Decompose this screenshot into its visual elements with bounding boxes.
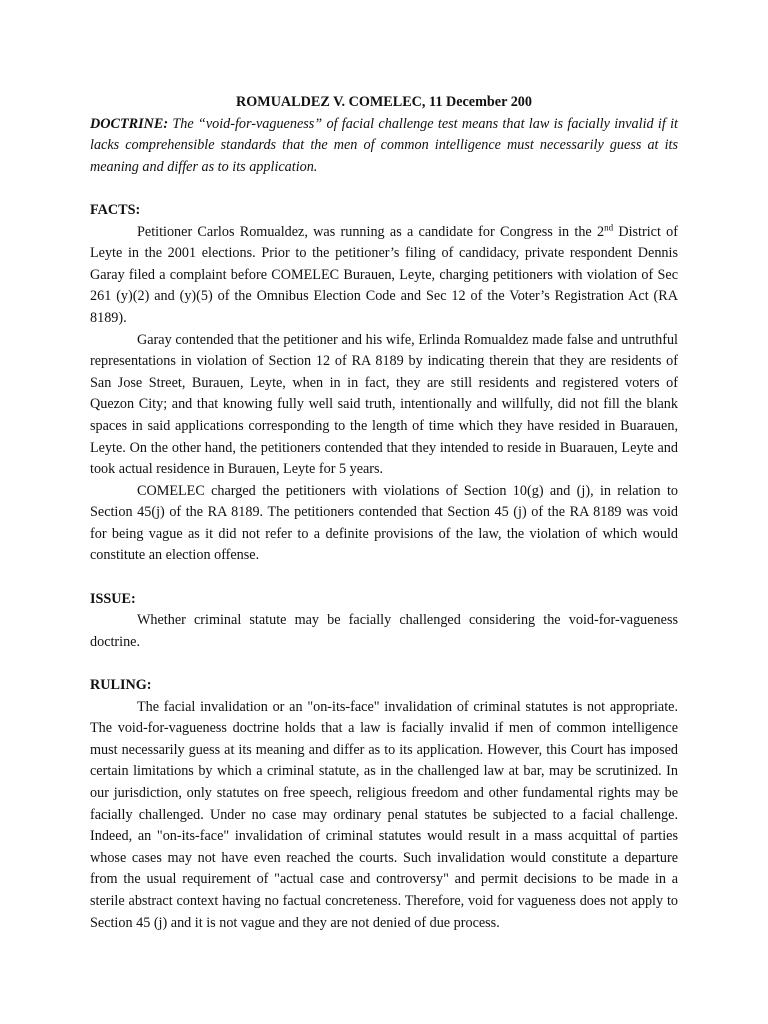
- facts-p1-superscript: nd: [604, 221, 614, 232]
- facts-paragraph-3: COMELEC charged the petitioners with violations of Section 10(g) and (j), in relation to Section 45(j) of the RA 8189. The petitioners contended that Section 45 (j) of the RA 8189 was void for being vague as it did not refer to a definite provisions of the law, the violation of which would constitute an election offense.: [90, 482, 678, 564]
- document-page: [90, 92, 678, 934]
- issue-heading: ISSUE:: [90, 590, 136, 607]
- doctrine-label: DOCTRINE:: [90, 115, 169, 132]
- facts-paragraph-1: [90, 222, 678, 330]
- facts-p1-text-a: Petitioner Carlos Romualdez, was running as a candidate for Congress in the 2: [137, 223, 605, 240]
- facts-paragraph-2: Garay contended that the petitioner and his wife, Erlinda Romualdez made false and untruthful representations in violation of Section 12 of RA 8189 by indicating therein that they are residents of San Jose Street, Burauen, Leyte, when in in fact, they are still residents and registered voters of Quezon City; and that knowing fully well said truth, intentionally and willfully, did not fill the blank spaces in said applications corresponding to the length of time which they have resided in Buarauen, Leyte. On the other hand, the petitioners contended that they intended to reside in Buarauen, Leyte and took actual residence in Burauen, Leyte for 5 years.: [90, 331, 678, 478]
- case-title: ROMUALDEZ V. COMELEC, 11 December 200: [236, 94, 532, 110]
- ruling-heading: RULING:: [90, 677, 152, 694]
- ruling-paragraph: The facial invalidation or an "on-its-face" invalidation of criminal statutes is not appropriate. The void-for-vagueness doctrine holds that a law is facially invalid if men of common intelligence must necessarily guess at its meaning and differ as to its application. However, this Court has imposed certain limitations by which a criminal statute, as in the challenged law at bar, may be scrutinized. In our jurisdiction, only statutes on free speech, religious freedom and other fundamental rights may be facially challenged. Under no case may ordinary penal statutes be subjected to a facial challenge. Indeed, an "on-its-face" invalidation of criminal statutes would result in a mass acquittal of parties whose cases may not have even reached the courts. Such invalidation would constitute a departure from the usual requirement of "actual case and controversy" and permit decisions to be made in a sterile abstract context having no factual concreteness. Therefore, void for vagueness does not apply to Section 45 (j) and it is not vague and they are not denied of due process.: [90, 698, 678, 931]
- doctrine-paragraph: [90, 114, 678, 179]
- facts-heading: FACTS:: [90, 201, 141, 218]
- doctrine-text: The “void-for-vagueness” of facial challenge test means that law is facially invalid if it lacks comprehensible standards that the men of common intelligence must necessarily guess at its meaning and differ as to its application.: [90, 115, 678, 175]
- facts-p1-text-b: District of Leyte in the 2001 elections. Prior to the petitioner’s filing of candidacy, private respondent Dennis Garay filed a complaint before COMELEC Burauen, Leyte, charging petitioners with violation of Sec 261 (y)(2) and (y)(5) of the Omnibus Election Code and Sec 12 of the Voter’s Registration Act (RA 8189).: [90, 223, 678, 326]
- issue-paragraph: Whether criminal statute may be facially challenged considering the void-for-vagueness doctrine.: [90, 612, 678, 650]
